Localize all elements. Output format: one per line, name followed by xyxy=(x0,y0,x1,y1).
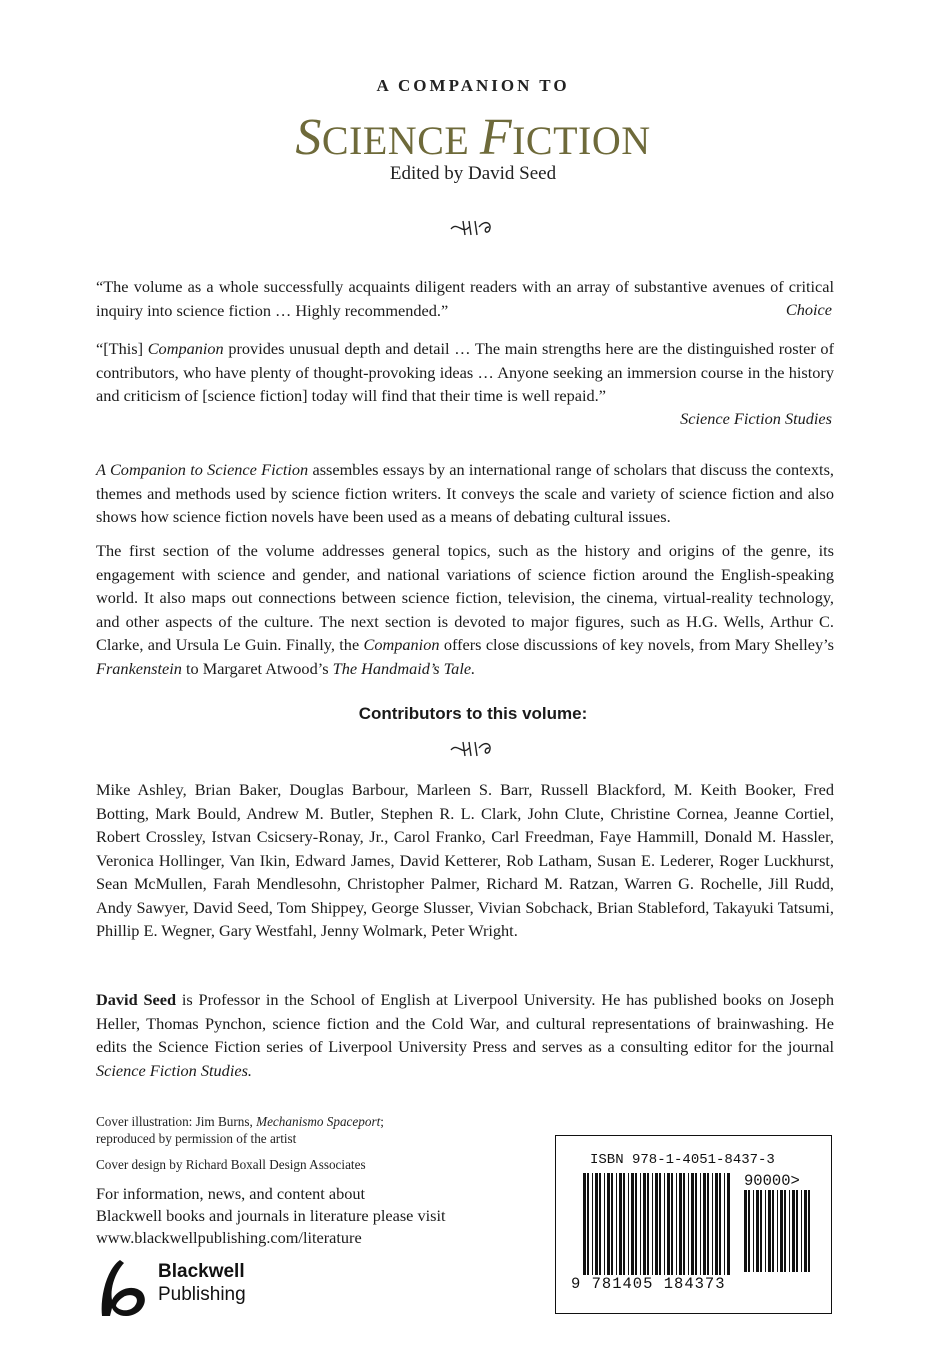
barcode-bar xyxy=(652,1173,653,1275)
illustration-credit-post: ; reproduced by permission of the artist xyxy=(96,1114,384,1146)
book-title xyxy=(0,108,946,167)
barcode-bar xyxy=(667,1173,670,1275)
barcode-bar xyxy=(587,1173,589,1275)
barcode-bar xyxy=(647,1173,649,1275)
ean-barcode xyxy=(583,1173,733,1275)
flourish-icon xyxy=(449,217,497,239)
barcode-bar xyxy=(607,1173,610,1275)
desc2-em2: Frankenstein xyxy=(96,658,182,678)
barcode-bar xyxy=(808,1190,810,1272)
contributors-heading: Contributors to this volume: xyxy=(358,704,588,723)
author-name: David Seed xyxy=(96,990,177,1009)
barcode-bar xyxy=(611,1173,613,1275)
barcode-bar xyxy=(792,1190,795,1272)
barcode-bar xyxy=(727,1173,730,1275)
illustration-credit-pre: Cover illustration: Jim Burns, xyxy=(96,1114,257,1129)
ornament-top xyxy=(0,217,946,244)
barcode-bar xyxy=(715,1173,718,1275)
desc2-a: The first section of the volume addresses general topics, such as the history and origins of the genre, its engagement with science and gender, and national variations of science fiction around the English-speaking world. It also maps out connections between science fiction, television, the cinema, virtual-reality technology, and other aspects of the culture. The next section is devoted to major figures, such as H.G. Wells, Arthur C. Clarke, and Ursula Le Guin. Finally, the xyxy=(96,541,834,654)
barcode-bar xyxy=(796,1190,798,1272)
flourish-icon xyxy=(449,738,497,760)
barcode-bar xyxy=(784,1190,786,1272)
blackwell-logo-icon xyxy=(96,1258,152,1318)
barcode-bar xyxy=(765,1190,766,1272)
barcode-bar xyxy=(700,1173,701,1275)
title-iction: ICTION xyxy=(512,118,651,163)
title-cience: CIENCE xyxy=(321,118,470,163)
barcode-bar xyxy=(804,1190,807,1272)
design-credit: Cover design by Richard Boxall Design Associates xyxy=(96,1157,366,1172)
barcode-bar xyxy=(760,1190,762,1272)
illustration-credit-title: Mechanismo Spaceport xyxy=(256,1114,381,1129)
author-bio-text: is Professor in the School of English at Liverpool University. He has published books on Joseph Heller, Thomas Pynchon, science fiction and the Cold War, and cultural representations of brainwashing. He edits the Science Fiction series of Liverpool University Press and serves as a consulting editor for the journal xyxy=(96,990,834,1056)
barcode-bar xyxy=(623,1173,625,1275)
title-initial-f: F xyxy=(479,109,513,166)
isbn-text: ISBN 978-1-4051-8437-3 xyxy=(590,1152,775,1168)
desc2-b: offers close discussions of key novels, from Mary Shelley’s xyxy=(439,635,834,654)
barcode-bar xyxy=(789,1190,790,1272)
barcode-bar xyxy=(643,1173,646,1275)
barcode-bar xyxy=(683,1173,685,1275)
barcode-bar xyxy=(756,1190,759,1272)
desc1-rest: assembles essays by an international range of scholars that discuss the contexts, themes and methods used by science fiction writers. It conveys the scale and variety of science fiction and also shows how science fiction novels have been used as a means of debating cultural issues. xyxy=(96,460,834,526)
desc2-em3: The Handmaid’s Tale. xyxy=(332,658,476,678)
barcode-bar xyxy=(695,1173,697,1275)
info-url[interactable]: www.blackwellpublishing.com/literature xyxy=(96,1228,362,1247)
barcode-bar xyxy=(691,1173,694,1275)
barcode-bar xyxy=(628,1173,629,1275)
info-line-1: For information, news, and content about xyxy=(96,1184,366,1203)
review-quote-2 xyxy=(96,337,834,408)
barcode-bar xyxy=(724,1173,725,1275)
desc1-title: A Companion to Science Fiction xyxy=(96,460,309,479)
ornament-middle xyxy=(0,738,946,765)
review-source-2: Science Fiction Studies xyxy=(680,409,832,428)
review-quote-1: “The volume as a whole successfully acquaints diligent readers with an array of substantive avenues of critical inquiry into science fiction … Highly recommended.” xyxy=(96,277,834,320)
barcode-bar xyxy=(592,1173,593,1275)
barcode-bar xyxy=(688,1173,689,1275)
barcode-bar xyxy=(664,1173,665,1275)
series-kicker: A COMPANION TO xyxy=(376,76,570,95)
barcode-bar xyxy=(679,1173,682,1275)
publisher-line-2: Publishing xyxy=(158,1284,246,1305)
publisher-name xyxy=(158,1260,246,1306)
quote-2-em: Companion xyxy=(147,339,224,358)
description-paragraph-1 xyxy=(96,458,834,529)
barcode-bar xyxy=(676,1173,677,1275)
ean-number: 9 781405 184373 xyxy=(571,1275,726,1293)
barcode-bar xyxy=(595,1173,598,1275)
editor-line: Edited by David Seed xyxy=(389,163,557,184)
barcode-bar xyxy=(744,1190,747,1272)
barcode-bar xyxy=(583,1173,586,1275)
author-bio xyxy=(96,988,834,1082)
barcode-bar xyxy=(655,1173,658,1275)
barcode-bar xyxy=(801,1190,802,1272)
supplement-barcode xyxy=(744,1190,816,1272)
barcode-bar xyxy=(748,1190,750,1272)
info-line-2: Blackwell books and journals in literature please visit xyxy=(96,1206,446,1225)
barcode-bar xyxy=(616,1173,617,1275)
quote-2-pre: “[This] xyxy=(96,339,148,358)
barcode-bar xyxy=(768,1190,771,1272)
contributors-list: Mike Ashley, Brian Baker, Douglas Barbour, Marleen S. Barr, Russell Blackford, M. Keith Booker, Fred Botting, Mark Bould, Andrew M. Butler, Stephen R. L. Clark, John Clute, Christine Cornea, Jeanne Cortiel, Robert Crossley, Istvan Csicsery-Ronay, Jr., Carol Franko, Carl Freedman, Faye Hammill, Donald M. Hassler, Veronica Hollinger, Van Ikin, Edward James, David Ketterer, Rob Latham, Susan E. Lederer, Roger Luckhurst, Sean McMullen, Farah Mendlesohn, Christopher Palmer, Richard M. Ratzan, Warren G. Rochelle, Jill Rudd, Andy Sawyer, David Seed, Tom Shippey, George Slusser, Vivian Sobchack, Brian Stableford, Takayuki Tatsumi, Phillip E. Wegner, Gary Westfahl, Jenny Wolmark, Peter Wright. xyxy=(96,780,834,940)
barcode-supplement-number: 90000> xyxy=(744,1172,800,1190)
barcode-bar xyxy=(703,1173,706,1275)
quote-2-post: provides unusual depth and detail … The main strengths here are the distinguished roster of contributors, who have plenty of thought-provoking ideas … Anyone seeking an immersion course in the history and criticism of [science fiction] today will find that their time is well repaid.” xyxy=(96,339,834,405)
description-paragraph-2 xyxy=(96,539,834,680)
barcode-bar xyxy=(780,1190,783,1272)
barcode-bar xyxy=(604,1173,605,1275)
desc2-c: to Margaret Atwood’s xyxy=(181,658,333,678)
desc2-em1: Companion xyxy=(363,635,440,654)
barcode-bar xyxy=(631,1173,634,1275)
illustration-credit xyxy=(96,1113,426,1147)
barcode-bar xyxy=(659,1173,661,1275)
author-bio-journal: Science Fiction Studies. xyxy=(96,1060,252,1080)
barcode-bar xyxy=(753,1190,754,1272)
barcode-bar xyxy=(772,1190,774,1272)
review-source-1: Choice xyxy=(785,300,832,319)
barcode-bar xyxy=(635,1173,637,1275)
barcode-bar xyxy=(640,1173,641,1275)
barcode-bar xyxy=(712,1173,713,1275)
barcode-bar xyxy=(777,1190,778,1272)
publisher-line-1: Blackwell xyxy=(158,1261,245,1282)
barcode-bar xyxy=(619,1173,622,1275)
info-block xyxy=(96,1183,516,1249)
barcode-bar xyxy=(719,1173,721,1275)
barcode-bar xyxy=(671,1173,673,1275)
title-initial-s: S xyxy=(295,109,322,166)
barcode-bar xyxy=(599,1173,601,1275)
barcode-bar xyxy=(707,1173,709,1275)
